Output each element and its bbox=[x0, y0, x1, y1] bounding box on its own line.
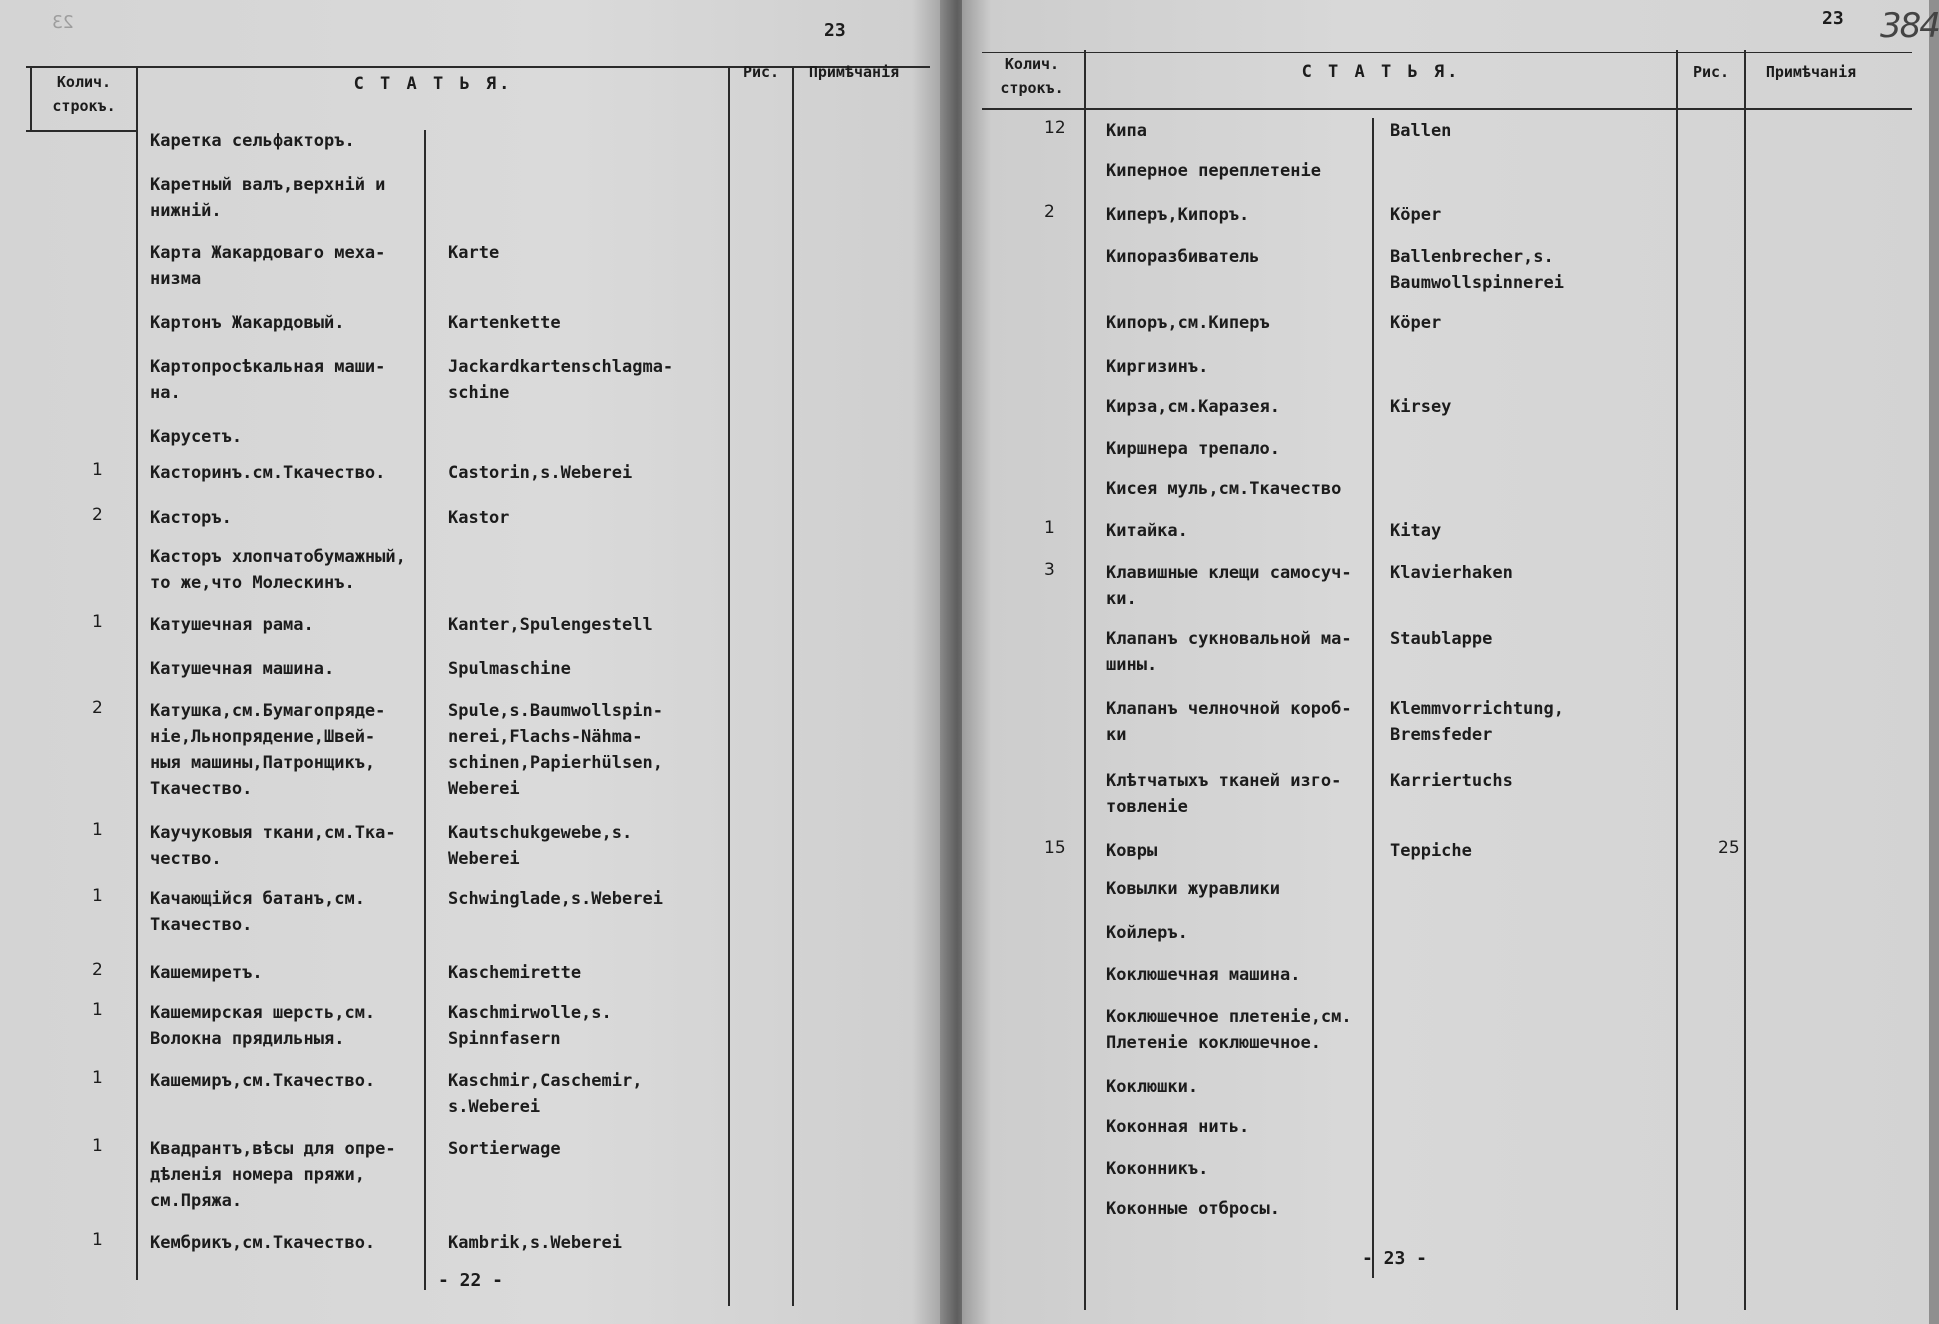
row-term-de: Kaschemirette bbox=[448, 963, 582, 983]
row-term-ru: Катушечная рама. bbox=[150, 615, 314, 635]
header-fig: Рис. bbox=[742, 63, 780, 81]
row-count: 1 bbox=[92, 1136, 103, 1156]
divider-notes bbox=[1744, 50, 1746, 1310]
divider-count bbox=[136, 66, 138, 1280]
row-term-ru: Клапанъ сукновальной ма- шины. bbox=[1106, 629, 1352, 675]
row-term-de: Ballen bbox=[1390, 121, 1452, 141]
row-count: 2 bbox=[1044, 202, 1055, 222]
row-count: 2 bbox=[92, 960, 103, 980]
row-term-de: Klemmvorrichtung, Bremsfeder bbox=[1390, 699, 1564, 745]
row-count: 1 bbox=[92, 886, 103, 906]
header-article: С Т А Т Ь Я. bbox=[1301, 62, 1461, 82]
row-count: 15 bbox=[1044, 838, 1066, 858]
page-footer: - 23 - bbox=[1362, 1248, 1428, 1269]
row-term-de: Kirsey bbox=[1390, 397, 1452, 417]
row-count: 1 bbox=[92, 1068, 103, 1088]
row-term-ru: Коклюшечная машина. bbox=[1106, 965, 1301, 985]
header-notes: Примѣчанія bbox=[808, 63, 900, 81]
row-term-ru: Каретка сельфакторъ. bbox=[150, 131, 355, 151]
row-term-ru: Кирза,см.Каразея. bbox=[1106, 397, 1280, 417]
handwritten-number: 384 bbox=[1880, 6, 1939, 46]
row-term-de: Köper bbox=[1390, 313, 1442, 333]
row-term-de: Ballenbrecher,s. Baumwollspinnerei bbox=[1390, 247, 1564, 293]
header-bottom-rule bbox=[982, 108, 1912, 110]
row-term-de: Klavierhaken bbox=[1390, 563, 1513, 583]
row-term-ru: Коконная нить. bbox=[1106, 1117, 1250, 1137]
row-term-de: Castorin,s.Weberei bbox=[448, 463, 633, 483]
row-term-ru: Коконные отбросы. bbox=[1106, 1199, 1280, 1219]
page-number: 23 bbox=[1822, 8, 1844, 29]
row-figure: 25 bbox=[1718, 838, 1740, 858]
mirror-page-number: 23 bbox=[52, 12, 74, 33]
row-term-ru: Картопросѣкальная маши- на. bbox=[150, 357, 386, 403]
header-bottom-rule bbox=[26, 130, 138, 132]
page-footer: - 22 - bbox=[438, 1270, 504, 1291]
row-term-ru: Карта Жакардоваго меха- низма bbox=[150, 243, 386, 289]
row-term-ru: Клѣтчатыхъ тканей изго- товленіе bbox=[1106, 771, 1342, 817]
row-term-ru: Ковры bbox=[1106, 841, 1158, 861]
row-count: 12 bbox=[1044, 118, 1066, 138]
row-term-ru: Клавишные клещи самосуч- ки. bbox=[1106, 563, 1352, 609]
divider-fig bbox=[728, 66, 730, 1306]
row-term-ru: Касторъ. bbox=[150, 508, 232, 528]
row-term-de: Kitay bbox=[1390, 521, 1442, 541]
row-term-de: Kartenkette bbox=[448, 313, 561, 333]
divider-ru-de bbox=[424, 130, 426, 1290]
row-term-ru: Коклюшечное плетеніе,см. Плетеніе коклюшечное. bbox=[1106, 1007, 1352, 1053]
row-term-ru: Коклюшки. bbox=[1106, 1077, 1199, 1097]
row-count: 1 bbox=[92, 1230, 103, 1250]
row-term-de: Köper bbox=[1390, 205, 1442, 225]
row-term-ru: Квадрантъ,вѣсы для опре- дѣленія номера пряжи, см.Пряжа. bbox=[150, 1139, 396, 1211]
row-term-ru: Коконникъ. bbox=[1106, 1159, 1209, 1179]
row-term-ru: Кашемирская шерсть,см. Волокна прядильныя. bbox=[150, 1003, 376, 1049]
border-left bbox=[30, 66, 32, 130]
row-count: 1 bbox=[92, 820, 103, 840]
row-term-de: Jackardkartenschlagma- schine bbox=[448, 357, 674, 403]
row-term-de: Kastor bbox=[448, 508, 510, 528]
row-term-ru: Касторинъ.см.Ткачество. bbox=[150, 463, 386, 483]
row-term-ru: Кипоръ,см.Киперъ bbox=[1106, 313, 1270, 333]
row-term-ru: Кипа bbox=[1106, 121, 1147, 141]
row-term-ru: Киргизинъ. bbox=[1106, 357, 1209, 377]
row-term-ru: Катушка,см.Бумагопряде- ніе,Льнопрядение,Швей- ныя машины,Патронщикъ, Ткачество. bbox=[150, 701, 386, 799]
header-count: Колич. строкъ. bbox=[1000, 55, 1064, 97]
row-term-ru: Койлеръ. bbox=[1106, 923, 1188, 943]
row-term-ru: Киперъ,Кипоръ. bbox=[1106, 205, 1250, 225]
row-count: 2 bbox=[92, 698, 103, 718]
header-fig: Рис. bbox=[1692, 63, 1730, 81]
row-term-ru: Касторъ хлопчатобумажный, то же,что Молескинъ. bbox=[150, 547, 406, 593]
row-term-ru: Китайка. bbox=[1106, 521, 1188, 541]
divider-notes bbox=[792, 66, 794, 1306]
row-count: 1 bbox=[92, 612, 103, 632]
row-term-ru: Кашемиретъ. bbox=[150, 963, 263, 983]
row-term-de: Spule,s.Baumwollspin- nerei,Flachs-Nähma- schinen,Papierhülsen, Weberei bbox=[448, 701, 663, 799]
row-term-ru: Картонъ Жакардовый. bbox=[150, 313, 345, 333]
header-top-rule bbox=[982, 52, 1912, 53]
row-count: 2 bbox=[92, 505, 103, 525]
row-term-ru: Кашемиръ,см.Ткачество. bbox=[150, 1071, 376, 1091]
row-term-de: Kautschukgewebe,s. Weberei bbox=[448, 823, 633, 869]
row-term-ru: Ковылки журавлики bbox=[1106, 879, 1280, 899]
row-term-de: Karriertuchs bbox=[1390, 771, 1513, 791]
row-term-de: Spulmaschine bbox=[448, 659, 571, 679]
row-term-ru: Кисея муль,см.Ткачество bbox=[1106, 479, 1342, 499]
row-term-ru: Каучуковыя ткани,см.Тка- чество. bbox=[150, 823, 396, 869]
row-term-ru: Кипоразбиватель bbox=[1106, 247, 1260, 267]
header-count: Колич. строкъ. bbox=[52, 73, 116, 115]
divider-ru-de bbox=[1372, 118, 1374, 1278]
right-page bbox=[962, 0, 1939, 1324]
row-term-de: Kambrik,s.Weberei bbox=[448, 1233, 622, 1253]
row-term-ru: Киперное переплетеніе bbox=[1106, 161, 1321, 181]
row-term-ru: Катушечная машина. bbox=[150, 659, 335, 679]
header-article: С Т А Т Ь Я. bbox=[353, 74, 513, 94]
row-count: 1 bbox=[92, 460, 103, 480]
row-term-ru: Киршнера трепало. bbox=[1106, 439, 1280, 459]
row-term-ru: Кембрикъ,см.Ткачество. bbox=[150, 1233, 376, 1253]
divider-count bbox=[1084, 50, 1086, 1310]
row-term-ru: Карусетъ. bbox=[150, 427, 243, 447]
row-term-ru: Качающійся батанъ,см. Ткачество. bbox=[150, 889, 365, 935]
row-term-ru: Клапанъ челночной короб- ки bbox=[1106, 699, 1352, 745]
row-count: 1 bbox=[92, 1000, 103, 1020]
left-page bbox=[0, 0, 950, 1324]
divider-fig bbox=[1676, 50, 1678, 1310]
row-count: 3 bbox=[1044, 560, 1055, 580]
row-term-de: Kanter,Spulengestell bbox=[448, 615, 653, 635]
row-term-de: Schwinglade,s.Weberei bbox=[448, 889, 663, 909]
row-term-de: Kaschmirwolle,s. Spinnfasern bbox=[448, 1003, 612, 1049]
page-number: 23 bbox=[824, 20, 846, 41]
row-term-de: Sortierwage bbox=[448, 1139, 561, 1159]
row-term-de: Karte bbox=[448, 243, 500, 263]
row-term-de: Teppiche bbox=[1390, 841, 1472, 861]
header-notes: Примѣчанія bbox=[1765, 63, 1857, 81]
row-term-ru: Каретный валъ,верхній и нижній. bbox=[150, 175, 386, 221]
row-term-de: Staublappe bbox=[1390, 629, 1493, 649]
row-term-de: Kaschmir,Caschemir, s.Weberei bbox=[448, 1071, 643, 1117]
row-count: 1 bbox=[1044, 518, 1055, 538]
